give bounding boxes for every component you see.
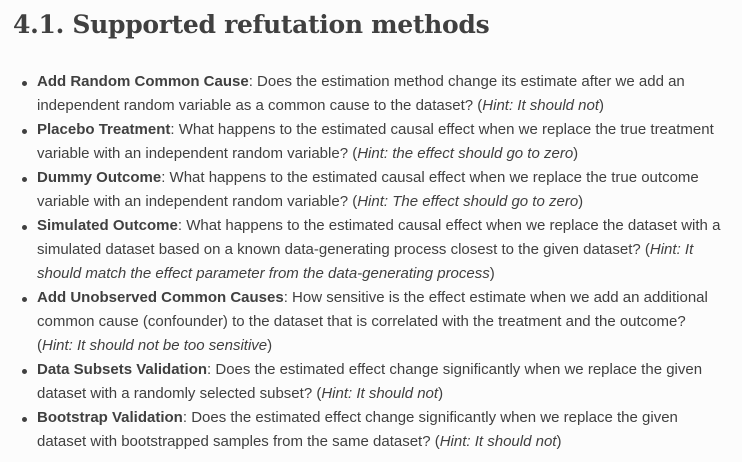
method-term: Add Unobserved Common Causes [37, 289, 284, 306]
list-item [13, 118, 723, 166]
method-term: Data Subsets Validation [37, 361, 208, 378]
method-hint: Hint: It should not [439, 433, 557, 450]
list-item [13, 406, 723, 454]
method-hint-close: ) [599, 97, 605, 114]
method-hint-close: ) [573, 145, 579, 162]
bullet-icon [22, 297, 27, 302]
method-term: Dummy Outcome [37, 169, 162, 186]
refutation-methods-list [13, 70, 723, 454]
method-description: : How sensitive is the effect estimate when we add an additional common cause (confounder) to the dataset that is correlated with the treatment and the outcome? ( [37, 289, 708, 354]
method-hint: Hint: It should not [482, 97, 600, 114]
method-hint: Hint: It should match the effect parameter from the data-generating process [37, 241, 694, 282]
method-description: : Does the estimation method change its estimate after we add an independent random variable as a common cause to the dataset? ( [37, 73, 685, 114]
bullet-icon [22, 417, 27, 422]
method-hint: Hint: It should not [321, 385, 439, 402]
method-term: Simulated Outcome [37, 217, 178, 234]
method-description: : What happens to the estimated causal effect when we replace the true outcome variable with an independent random variable? ( [37, 169, 699, 210]
list-item [13, 358, 723, 406]
method-term: Bootstrap Validation [37, 409, 183, 426]
section-heading: 4.1. Supported refutation methods [13, 10, 490, 39]
bullet-icon [22, 177, 27, 182]
method-description: : Does the estimated effect change significantly when we replace the given dataset with bootstrapped samples from the same dataset? ( [37, 409, 678, 450]
method-hint: Hint: The effect should go to zero [357, 193, 579, 210]
method-hint-close: ) [438, 385, 444, 402]
method-hint-close: ) [578, 193, 584, 210]
bullet-icon [22, 369, 27, 374]
method-description: : What happens to the estimated causal effect when we replace the true treatment variable with an independent random variable? ( [37, 121, 714, 162]
method-term: Placebo Treatment [37, 121, 171, 138]
list-item [13, 286, 723, 358]
method-hint: Hint: the effect should go to zero [357, 145, 574, 162]
list-item [13, 70, 723, 118]
method-hint-close: ) [267, 337, 273, 354]
method-description: : Does the estimated effect change significantly when we replace the given dataset with a randomly selected subset? ( [37, 361, 703, 402]
method-hint-close: ) [489, 265, 495, 282]
list-item [13, 166, 723, 214]
method-term: Add Random Common Cause [37, 73, 249, 90]
bullet-icon [22, 225, 27, 230]
list-item [13, 214, 723, 286]
method-hint: Hint: It should not be too sensitive [42, 337, 268, 354]
method-hint-close: ) [556, 433, 562, 450]
bullet-icon [22, 81, 27, 86]
bullet-icon [22, 129, 27, 134]
method-description: : What happens to the estimated causal effect when we replace the dataset with a simulated dataset based on a known data-generating process closest to the given dataset? ( [37, 217, 721, 258]
